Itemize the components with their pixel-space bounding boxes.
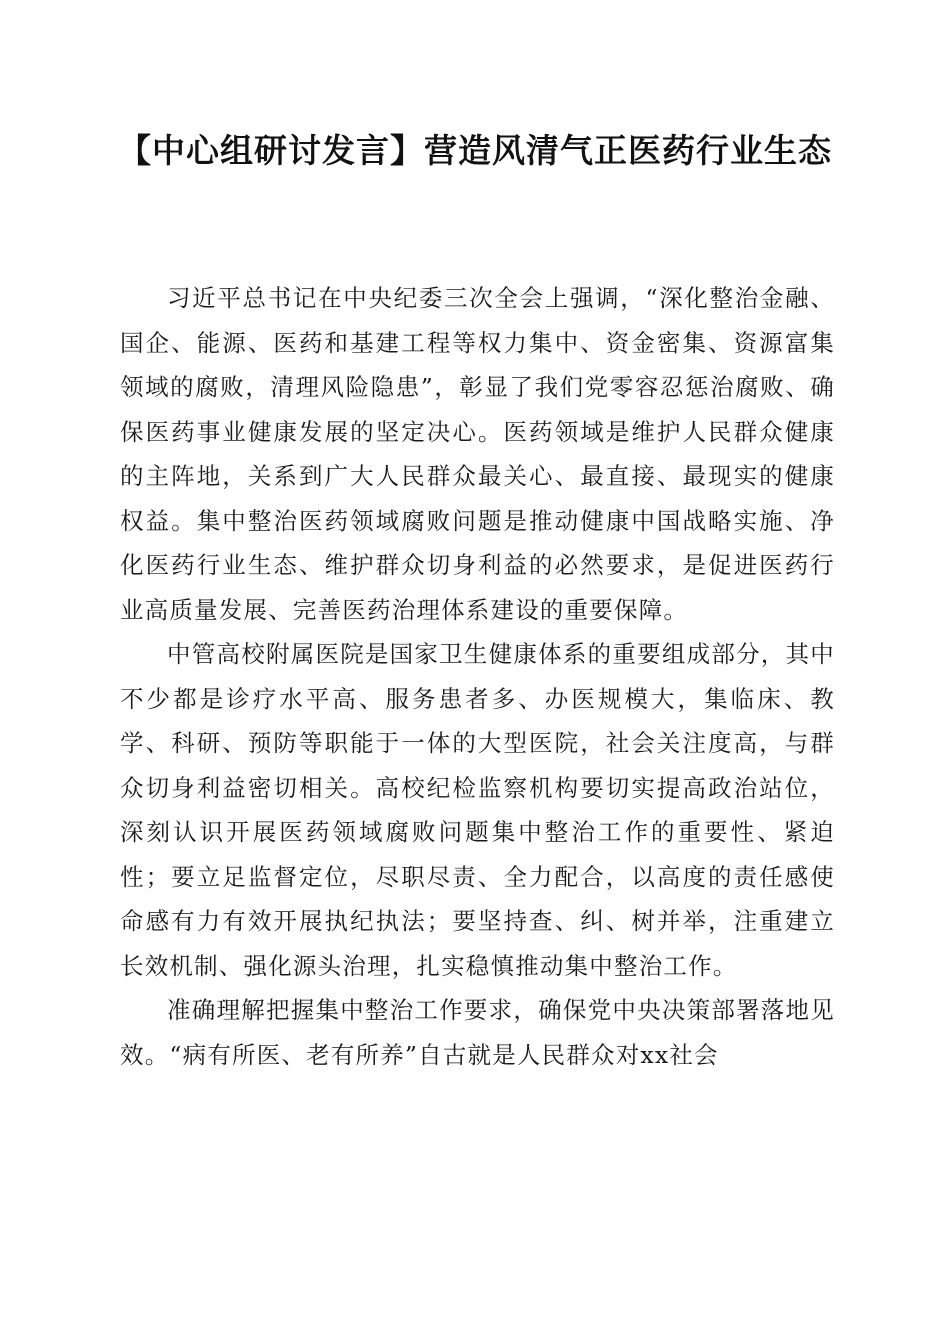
paragraph: 习近平总书记在中央纪委三次全会上强调，“深化整治金融、国企、能源、医药和基建工程等权力集中、资金密集、资源富集领域的腐败，清理风险隐患”，彰显了我们党零容忍惩治腐败、确保医药事业健康发展的坚定决心。医药领域是维护人民群众健康的主阵地，关系到广大人民群众最关心、最直接、最现实的健康权益。集中整治医药领域腐败问题是推动健康中国战略实施、净化医药行业生态、维护群众切身利益的必然要求，是促进医药行业高质量发展、完善医药治理体系建设的重要保障。 (120, 284, 835, 624)
paragraph: 中管高校附属医院是国家卫生健康体系的重要组成部分，其中不少都是诊疗水平高、服务患者多、办医规模大，集临床、教学、科研、预防等职能于一体的大型医院，社会关注度高，与群众切身利益密切相关。高校纪检监察机构要切实提高政治站位，深刻认识开展医药领域腐败问题集中整治工作的重要性、紧迫性；要立足监督定位，尽职尽责、全力配合，以高度的责任感使命感有力有效开展执纪执法；要坚持查、纠、树并举，注重建立长效机制、强化源头治理，扎实稳慎推动集中整治工作。 (120, 640, 835, 980)
document-title: 【中心组研讨发言】营造风清气正医药行业生态 (118, 131, 832, 170)
document-body (120, 276, 835, 1077)
paragraph: 准确理解把握集中整治工作要求，确保党中央决策部署落地见效。“病有所医、老有所养”自古就是人民群众对xx社会 (120, 996, 835, 1069)
